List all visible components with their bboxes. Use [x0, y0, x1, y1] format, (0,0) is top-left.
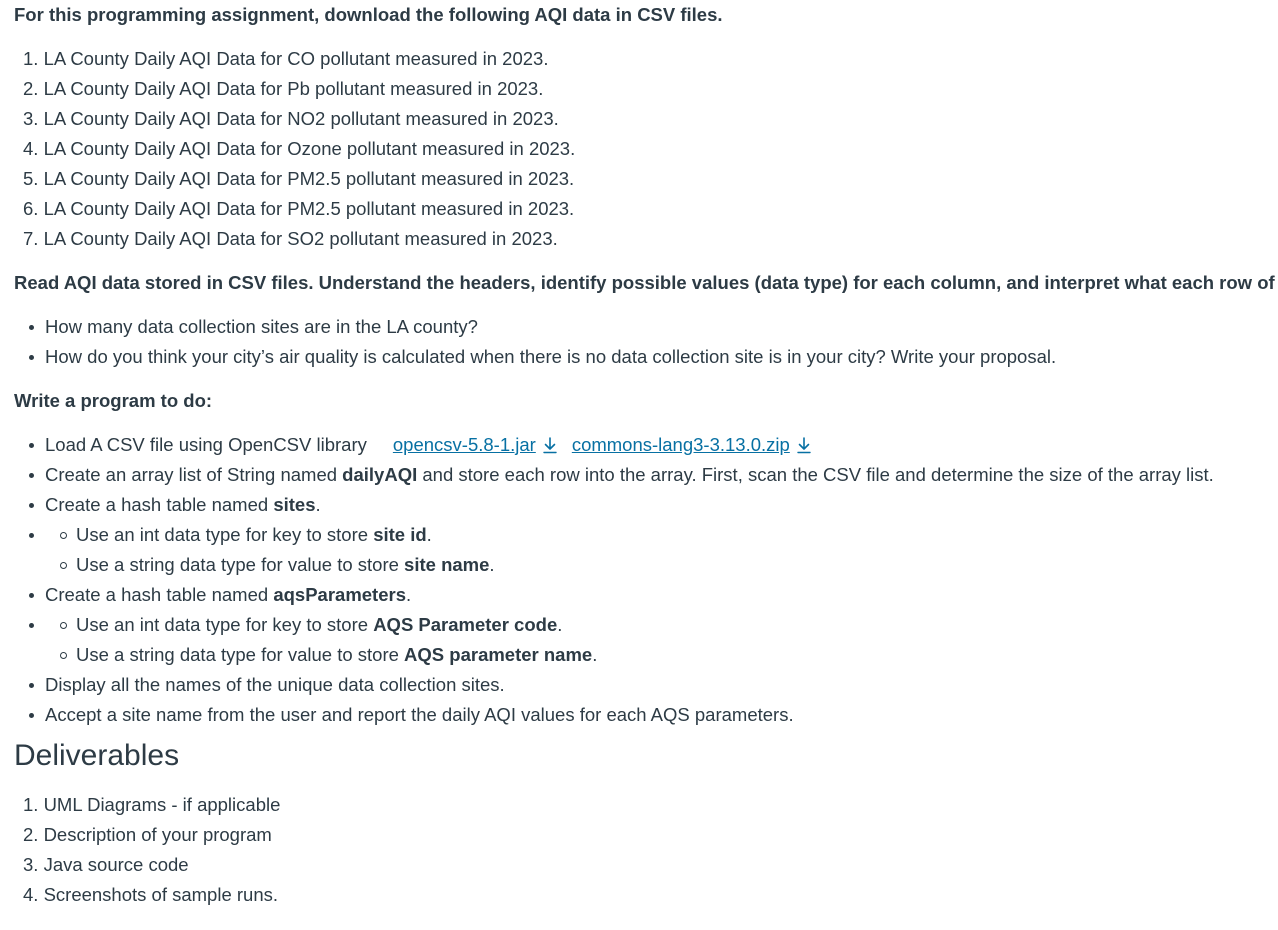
list-item: 6. LA County Daily AQI Data for PM2.5 pollutant measured in 2023. [23, 198, 575, 219]
list-item: How many data collection sites are in the LA county? [14, 312, 1278, 342]
aqs-code-term: AQS Parameter code [373, 614, 558, 635]
sub-text: Use an int data type for key to store [76, 614, 374, 635]
list-item: 4. LA County Daily AQI Data for Ozone pollutant measured in 2023. [23, 138, 576, 159]
sites-sublist-container [14, 520, 1278, 580]
site-name-term: site name [404, 554, 490, 575]
task-display: Display all the names of the unique data collection sites. [14, 670, 1278, 700]
site-id-term: site id [373, 524, 427, 545]
list-item: 1. LA County Daily AQI Data for CO pollutant measured in 2023. [23, 48, 549, 69]
read-instructions: Read AQI data stored in CSV files. Understand the headers, identify possible values (data type) for each column, and interpret what each row of [14, 272, 1275, 293]
sub-text: Use an int data type for key to store [76, 524, 374, 545]
list-item: 3. Java source code [23, 854, 189, 875]
download-arrow-icon[interactable] [796, 433, 812, 451]
sub-text: . [489, 554, 495, 575]
list-item: 2. Description of your program [23, 824, 272, 845]
list-item: 1. UML Diagrams - if applicable [23, 794, 281, 815]
list-item [14, 520, 1278, 550]
task-text: Create a hash table named [45, 494, 274, 515]
task-sites [14, 490, 1278, 520]
task-text: . [406, 584, 412, 605]
list-item [14, 550, 1278, 580]
deliverables-list [14, 790, 1278, 910]
questions-list [14, 312, 1278, 372]
download-arrow-icon[interactable] [542, 433, 558, 451]
aqs-sublist-container [14, 610, 1278, 670]
aqs-name-term: AQS parameter name [404, 644, 593, 665]
aqs-parameters-name: aqsParameters [273, 584, 406, 605]
task-aqs-parameters [14, 580, 1278, 610]
daily-aqi-name: dailyAQI [342, 464, 418, 485]
task-text: and store each row into the array. First, scan the CSV file and determine the size of the array list. [417, 464, 1214, 485]
deliverables-heading: Deliverables [14, 739, 180, 772]
task-array-list [14, 460, 1278, 490]
list-item: 7. LA County Daily AQI Data for SO2 pollutant measured in 2023. [23, 228, 558, 249]
task-text: Create an array list of String named [45, 464, 343, 485]
sub-text: . [557, 614, 563, 635]
task-text: . [315, 494, 321, 515]
list-item: 5. LA County Daily AQI Data for PM2.5 pollutant measured in 2023. [23, 168, 575, 189]
list-item [14, 610, 1278, 640]
sites-sublist [14, 520, 1278, 580]
list-item: How do you think your city’s air quality is calculated when there is no data collection site is in your city? Write your proposal. [14, 342, 1278, 372]
sites-name: sites [273, 494, 316, 515]
assignment-content [14, 0, 1278, 910]
sub-text: . [426, 524, 432, 545]
task-text: Create a hash table named [45, 584, 274, 605]
sub-text: . [592, 644, 598, 665]
list-item: 4. Screenshots of sample runs. [23, 884, 279, 905]
sub-text: Use a string data type for value to store [76, 644, 405, 665]
data-files-list [14, 44, 1278, 254]
program-heading: Write a program to do: [14, 390, 213, 411]
intro-text: For this programming assignment, download the following AQI data in CSV files. [14, 4, 723, 25]
task-accept: Accept a site name from the user and report the daily AQI values for each AQS parameters. [14, 700, 1278, 730]
list-item [14, 640, 1278, 670]
commons-lang3-download-link[interactable]: commons-lang3-3.13.0.zip [571, 434, 790, 455]
task-load-csv [14, 430, 1278, 460]
list-item: 3. LA County Daily AQI Data for NO2 pollutant measured in 2023. [23, 108, 559, 129]
sub-text: Use a string data type for value to store [76, 554, 405, 575]
opencsv-download-link[interactable]: opencsv-5.8-1.jar [392, 434, 536, 455]
aqs-sublist [14, 610, 1278, 670]
tasks-list [14, 430, 1278, 730]
task-load-csv-text: Load A CSV file using OpenCSV library [45, 434, 367, 455]
list-item: 2. LA County Daily AQI Data for Pb pollutant measured in 2023. [23, 78, 544, 99]
